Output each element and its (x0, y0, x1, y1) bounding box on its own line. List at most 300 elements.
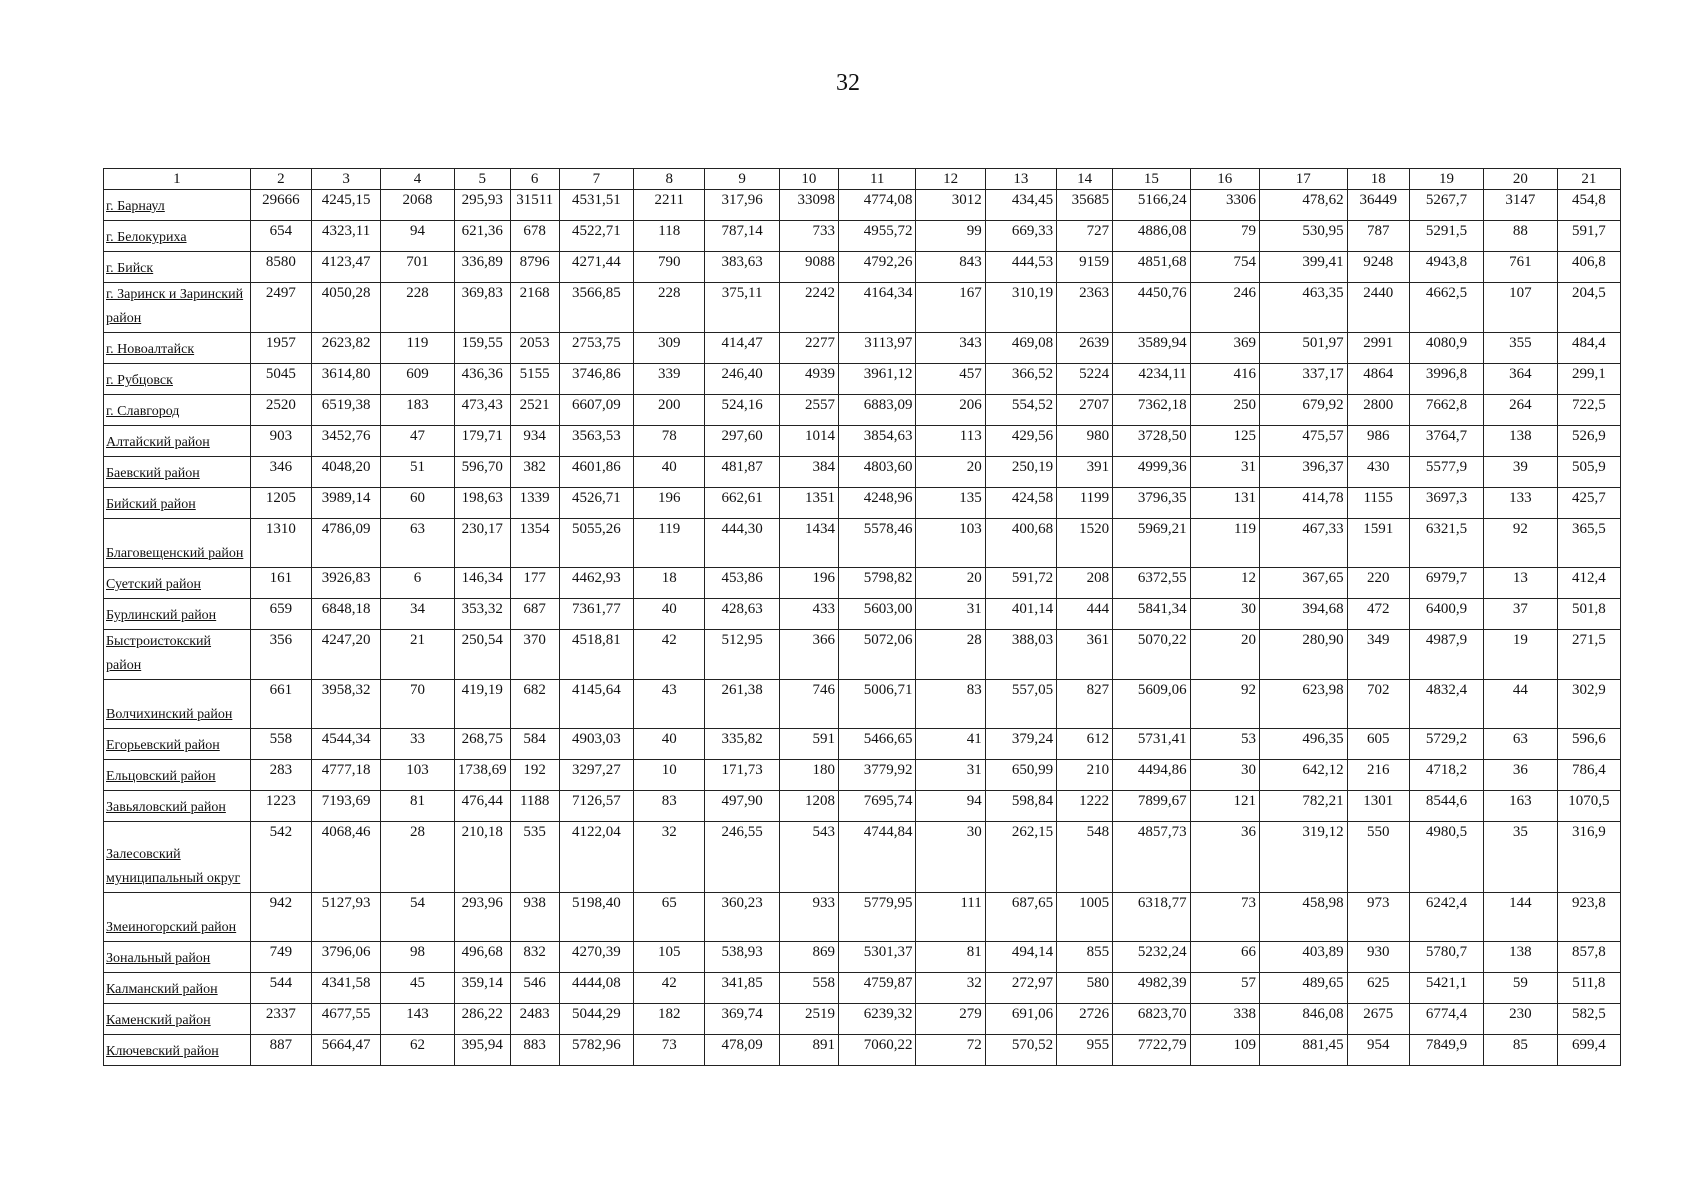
table-cell: 63 (381, 519, 454, 568)
table-cell: 938 (510, 893, 559, 942)
table-cell: 3961,12 (838, 364, 915, 395)
table-cell: 855 (1057, 942, 1113, 973)
table-cell: 727 (1057, 221, 1113, 252)
column-header: 21 (1557, 169, 1620, 190)
table-cell: 6242,4 (1409, 893, 1483, 942)
table-cell: 12 (1190, 568, 1259, 599)
table-cell: 883 (510, 1035, 559, 1066)
column-header: 18 (1347, 169, 1409, 190)
region-name: г. Заринск и Заринский район (104, 283, 251, 333)
table-cell: 7662,8 (1409, 395, 1483, 426)
region-name: Ельцовский район (104, 760, 251, 791)
table-cell: 79 (1190, 221, 1259, 252)
table-cell: 591,7 (1557, 221, 1620, 252)
table-cell: 103 (916, 519, 985, 568)
table-row (104, 395, 1621, 426)
table-cell: 366,52 (985, 364, 1056, 395)
table-cell: 3854,63 (838, 426, 915, 457)
table-cell: 317,96 (705, 190, 779, 221)
table-row (104, 893, 1621, 942)
table-cell: 65 (634, 893, 705, 942)
table-cell: 582,5 (1557, 1004, 1620, 1035)
table-cell: 316,9 (1557, 822, 1620, 893)
table-cell: 4494,86 (1113, 760, 1190, 791)
table-cell: 37 (1484, 599, 1557, 630)
table-cell: 369,74 (705, 1004, 779, 1035)
column-header: 14 (1057, 169, 1113, 190)
region-name: г. Славгород (104, 395, 251, 426)
table-cell: 246,40 (705, 364, 779, 395)
table-cell: 135 (916, 488, 985, 519)
table-cell: 163 (1484, 791, 1557, 822)
table-cell: 367,65 (1259, 568, 1347, 599)
table-cell: 107 (1484, 283, 1557, 333)
table-cell: 428,63 (705, 599, 779, 630)
table-cell: 177 (510, 568, 559, 599)
table-cell: 103 (381, 760, 454, 791)
table-cell: 53 (1190, 729, 1259, 760)
table-cell: 3989,14 (311, 488, 380, 519)
table-cell: 4999,36 (1113, 457, 1190, 488)
column-header: 10 (779, 169, 838, 190)
table-cell: 484,4 (1557, 333, 1620, 364)
table-cell: 2497 (250, 283, 311, 333)
table-cell: 5841,34 (1113, 599, 1190, 630)
table-cell: 7722,79 (1113, 1035, 1190, 1066)
table-cell: 679,92 (1259, 395, 1347, 426)
table-cell: 4744,84 (838, 822, 915, 893)
column-header: 3 (311, 169, 380, 190)
table-cell: 4544,34 (311, 729, 380, 760)
table-cell: 179,71 (454, 426, 510, 457)
table-cell: 4462,93 (559, 568, 633, 599)
table-cell: 548 (1057, 822, 1113, 893)
table-cell: 4786,09 (311, 519, 380, 568)
table-cell: 453,86 (705, 568, 779, 599)
table-cell: 360,23 (705, 893, 779, 942)
table-cell: 4677,55 (311, 1004, 380, 1035)
table-cell: 857,8 (1557, 942, 1620, 973)
table-cell: 261,38 (705, 680, 779, 729)
table-cell: 28 (916, 630, 985, 680)
table-cell: 246 (1190, 283, 1259, 333)
table-cell: 1014 (779, 426, 838, 457)
table-cell: 2242 (779, 283, 838, 333)
table-cell: 702 (1347, 680, 1409, 729)
table-cell: 83 (916, 680, 985, 729)
table-cell: 4068,46 (311, 822, 380, 893)
table-cell: 335,82 (705, 729, 779, 760)
table-cell: 2211 (634, 190, 705, 221)
table-cell: 478,09 (705, 1035, 779, 1066)
table-cell: 621,36 (454, 221, 510, 252)
table-cell: 584 (510, 729, 559, 760)
table-cell: 598,84 (985, 791, 1056, 822)
table-cell: 891 (779, 1035, 838, 1066)
region-name: г. Рубцовск (104, 364, 251, 395)
table-cell: 787,14 (705, 221, 779, 252)
table-cell: 596,6 (1557, 729, 1620, 760)
table-cell: 7362,18 (1113, 395, 1190, 426)
region-name: Быстроистокский район (104, 630, 251, 680)
table-row (104, 457, 1621, 488)
table-cell: 1591 (1347, 519, 1409, 568)
table-cell: 119 (1190, 519, 1259, 568)
table-cell: 701 (381, 252, 454, 283)
table-cell: 5969,21 (1113, 519, 1190, 568)
table-cell: 512,95 (705, 630, 779, 680)
table-cell: 5609,06 (1113, 680, 1190, 729)
table-cell: 401,14 (985, 599, 1056, 630)
table-row (104, 822, 1621, 893)
table-cell: 846,08 (1259, 1004, 1347, 1035)
table-cell: 272,97 (985, 973, 1056, 1004)
table-cell: 339 (634, 364, 705, 395)
table-cell: 29666 (250, 190, 311, 221)
table-cell: 4886,08 (1113, 221, 1190, 252)
table-row (104, 680, 1621, 729)
table-cell: 121 (1190, 791, 1259, 822)
table-cell: 3697,3 (1409, 488, 1483, 519)
table-cell: 444 (1057, 599, 1113, 630)
table-cell: 369,83 (454, 283, 510, 333)
table-cell: 5166,24 (1113, 190, 1190, 221)
table-cell: 5045 (250, 364, 311, 395)
table-cell: 903 (250, 426, 311, 457)
table-cell: 59 (1484, 973, 1557, 1004)
table-cell: 73 (634, 1035, 705, 1066)
table-cell: 400,68 (985, 519, 1056, 568)
table-cell: 3779,92 (838, 760, 915, 791)
table-row (104, 973, 1621, 1004)
region-name: Зональный район (104, 942, 251, 973)
table-cell: 4526,71 (559, 488, 633, 519)
table-cell: 546 (510, 973, 559, 1004)
column-header: 19 (1409, 169, 1483, 190)
table-cell: 596,70 (454, 457, 510, 488)
table-cell: 2623,82 (311, 333, 380, 364)
column-header: 12 (916, 169, 985, 190)
table-cell: 228 (381, 283, 454, 333)
column-header: 9 (705, 169, 779, 190)
table-cell: 832 (510, 942, 559, 973)
table-cell: 81 (381, 791, 454, 822)
table-cell: 3012 (916, 190, 985, 221)
table-cell: 299,1 (1557, 364, 1620, 395)
table-cell: 35685 (1057, 190, 1113, 221)
column-header: 11 (838, 169, 915, 190)
table-cell: 1199 (1057, 488, 1113, 519)
table-cell: 30 (1190, 760, 1259, 791)
page-number: 32 (836, 70, 860, 96)
table-cell: 111 (916, 893, 985, 942)
table-cell: 5798,82 (838, 568, 915, 599)
table-cell: 467,33 (1259, 519, 1347, 568)
table-cell: 3796,06 (311, 942, 380, 973)
table-cell: 309 (634, 333, 705, 364)
table-cell: 7126,57 (559, 791, 633, 822)
table-cell: 6318,77 (1113, 893, 1190, 942)
table-cell: 133 (1484, 488, 1557, 519)
table-cell: 2639 (1057, 333, 1113, 364)
table-cell: 200 (634, 395, 705, 426)
table-cell: 216 (1347, 760, 1409, 791)
table-cell: 580 (1057, 973, 1113, 1004)
table-cell: 208 (1057, 568, 1113, 599)
table-cell: 424,58 (985, 488, 1056, 519)
region-name: Баевский район (104, 457, 251, 488)
table-cell: 843 (916, 252, 985, 283)
table-cell: 687,65 (985, 893, 1056, 942)
table-body (104, 190, 1621, 1066)
table-row (104, 221, 1621, 252)
table-cell: 4531,51 (559, 190, 633, 221)
table-cell: 355 (1484, 333, 1557, 364)
table-cell: 3728,50 (1113, 426, 1190, 457)
table-cell: 414,78 (1259, 488, 1347, 519)
table-cell: 4851,68 (1113, 252, 1190, 283)
table-cell: 36 (1484, 760, 1557, 791)
table-row (104, 190, 1621, 221)
table-cell: 210,18 (454, 822, 510, 893)
table-cell: 30 (1190, 599, 1259, 630)
table-cell: 2519 (779, 1004, 838, 1035)
table-cell: 6321,5 (1409, 519, 1483, 568)
table-cell: 429,56 (985, 426, 1056, 457)
table-cell: 8796 (510, 252, 559, 283)
table-cell: 412,4 (1557, 568, 1620, 599)
table-cell: 4939 (779, 364, 838, 395)
table-cell: 782,21 (1259, 791, 1347, 822)
table-cell: 4987,9 (1409, 630, 1483, 680)
table-cell: 3452,76 (311, 426, 380, 457)
table-cell: 228 (634, 283, 705, 333)
table-cell: 4522,71 (559, 221, 633, 252)
table-cell: 280,90 (1259, 630, 1347, 680)
table-cell: 554,52 (985, 395, 1056, 426)
table-cell: 18 (634, 568, 705, 599)
table-cell: 4247,20 (311, 630, 380, 680)
table-cell: 2483 (510, 1004, 559, 1035)
table-cell: 5155 (510, 364, 559, 395)
table-cell: 1070,5 (1557, 791, 1620, 822)
table-cell: 262,15 (985, 822, 1056, 893)
table-cell: 733 (779, 221, 838, 252)
table-cell: 4271,44 (559, 252, 633, 283)
column-header: 8 (634, 169, 705, 190)
table-cell: 159,55 (454, 333, 510, 364)
table-cell: 83 (634, 791, 705, 822)
table-cell: 691,06 (985, 1004, 1056, 1035)
table-cell: 1208 (779, 791, 838, 822)
table-cell: 364 (1484, 364, 1557, 395)
table-cell: 51 (381, 457, 454, 488)
table-cell: 1155 (1347, 488, 1409, 519)
table-cell: 7361,77 (559, 599, 633, 630)
table-cell: 1005 (1057, 893, 1113, 942)
table-cell: 5055,26 (559, 519, 633, 568)
table-cell: 7899,67 (1113, 791, 1190, 822)
table-cell: 2753,75 (559, 333, 633, 364)
statistics-table (103, 168, 1621, 1066)
region-name: Каменский район (104, 1004, 251, 1035)
table-cell: 66 (1190, 942, 1259, 973)
table-cell: 138 (1484, 942, 1557, 973)
table-cell: 361 (1057, 630, 1113, 680)
table-cell: 869 (779, 942, 838, 973)
table-cell: 4444,08 (559, 973, 633, 1004)
table-cell: 10 (634, 760, 705, 791)
table-cell: 605 (1347, 729, 1409, 760)
region-name: г. Бийск (104, 252, 251, 283)
table-cell: 7849,9 (1409, 1035, 1483, 1066)
table-cell: 30 (916, 822, 985, 893)
table-cell: 7695,74 (838, 791, 915, 822)
table-cell: 1205 (250, 488, 311, 519)
table-cell: 827 (1057, 680, 1113, 729)
table-cell: 4803,60 (838, 457, 915, 488)
table-cell: 297,60 (705, 426, 779, 457)
table-cell: 182 (634, 1004, 705, 1035)
table-cell: 5072,06 (838, 630, 915, 680)
table-cell: 544 (250, 973, 311, 1004)
table-cell: 4903,03 (559, 729, 633, 760)
table-cell: 473,43 (454, 395, 510, 426)
table-cell: 6607,09 (559, 395, 633, 426)
table-cell: 6239,32 (838, 1004, 915, 1035)
table-cell: 475,57 (1259, 426, 1347, 457)
table-cell: 2337 (250, 1004, 311, 1035)
table-cell: 319,12 (1259, 822, 1347, 893)
table-cell: 609 (381, 364, 454, 395)
table-cell: 4270,39 (559, 942, 633, 973)
table-cell: 650,99 (985, 760, 1056, 791)
table-cell: 382 (510, 457, 559, 488)
table-cell: 654 (250, 221, 311, 252)
table-cell: 501,97 (1259, 333, 1347, 364)
table-cell: 41 (916, 729, 985, 760)
table-cell: 591 (779, 729, 838, 760)
table-cell: 206 (916, 395, 985, 426)
table-cell: 5729,2 (1409, 729, 1483, 760)
table-cell: 302,9 (1557, 680, 1620, 729)
table-cell: 699,4 (1557, 1035, 1620, 1066)
table-cell: 557,05 (985, 680, 1056, 729)
table-cell: 6400,9 (1409, 599, 1483, 630)
table-cell: 4323,11 (311, 221, 380, 252)
table-row (104, 488, 1621, 519)
table-cell: 4792,26 (838, 252, 915, 283)
table-cell: 6883,09 (838, 395, 915, 426)
table-cell: 642,12 (1259, 760, 1347, 791)
region-name: г. Новоалтайск (104, 333, 251, 364)
table-cell: 4955,72 (838, 221, 915, 252)
table-cell: 659 (250, 599, 311, 630)
table-cell: 463,35 (1259, 283, 1347, 333)
table-cell: 1339 (510, 488, 559, 519)
table-cell: 662,61 (705, 488, 779, 519)
table-cell: 143 (381, 1004, 454, 1035)
table-cell: 3958,32 (311, 680, 380, 729)
table-cell: 3563,53 (559, 426, 633, 457)
table-cell: 20 (916, 568, 985, 599)
table-cell: 4774,08 (838, 190, 915, 221)
table-cell: 60 (381, 488, 454, 519)
table-cell: 505,9 (1557, 457, 1620, 488)
column-header: 7 (559, 169, 633, 190)
table-cell: 1301 (1347, 791, 1409, 822)
table-cell: 144 (1484, 893, 1557, 942)
table-cell: 34 (381, 599, 454, 630)
table-cell: 146,34 (454, 568, 510, 599)
region-name: Змеиногорский район (104, 893, 251, 942)
table-cell: 295,93 (454, 190, 510, 221)
table-cell: 2440 (1347, 283, 1409, 333)
table-cell: 341,85 (705, 973, 779, 1004)
table-cell: 119 (381, 333, 454, 364)
table-cell: 403,89 (1259, 942, 1347, 973)
table-cell: 6372,55 (1113, 568, 1190, 599)
table-cell: 5731,41 (1113, 729, 1190, 760)
table-cell: 416 (1190, 364, 1259, 395)
table-cell: 394,68 (1259, 599, 1347, 630)
table-cell: 42 (634, 630, 705, 680)
table-cell: 682 (510, 680, 559, 729)
table-cell: 343 (916, 333, 985, 364)
table-cell: 353,32 (454, 599, 510, 630)
table-cell: 21 (381, 630, 454, 680)
table-cell: 45 (381, 973, 454, 1004)
table-cell: 1223 (250, 791, 311, 822)
table-cell: 180 (779, 760, 838, 791)
table-cell: 5070,22 (1113, 630, 1190, 680)
table-row (104, 364, 1621, 395)
table-cell: 4980,5 (1409, 822, 1483, 893)
table-cell: 678 (510, 221, 559, 252)
table-cell: 746 (779, 680, 838, 729)
header-row (104, 169, 1621, 190)
table-cell: 359,14 (454, 973, 510, 1004)
table-cell: 33098 (779, 190, 838, 221)
table-cell: 72 (916, 1035, 985, 1066)
table-cell: 4718,2 (1409, 760, 1483, 791)
table-cell: 4341,58 (311, 973, 380, 1004)
table-row (104, 283, 1621, 333)
table-cell: 94 (381, 221, 454, 252)
table-cell: 99 (916, 221, 985, 252)
table-cell: 538,93 (705, 942, 779, 973)
table-cell: 125 (1190, 426, 1259, 457)
table-cell: 7193,69 (311, 791, 380, 822)
table-cell: 78 (634, 426, 705, 457)
table-cell: 4245,15 (311, 190, 380, 221)
table-cell: 98 (381, 942, 454, 973)
table-cell: 131 (1190, 488, 1259, 519)
table-cell: 1738,69 (454, 760, 510, 791)
table-cell: 2363 (1057, 283, 1113, 333)
table-cell: 4145,64 (559, 680, 633, 729)
table-cell: 20 (916, 457, 985, 488)
table-cell: 749 (250, 942, 311, 973)
table-cell: 88 (1484, 221, 1557, 252)
table-cell: 444,30 (705, 519, 779, 568)
table-cell: 558 (779, 973, 838, 1004)
table-cell: 430 (1347, 457, 1409, 488)
table-cell: 5780,7 (1409, 942, 1483, 973)
table-cell: 6519,38 (311, 395, 380, 426)
table-cell: 70 (381, 680, 454, 729)
table-cell: 1310 (250, 519, 311, 568)
